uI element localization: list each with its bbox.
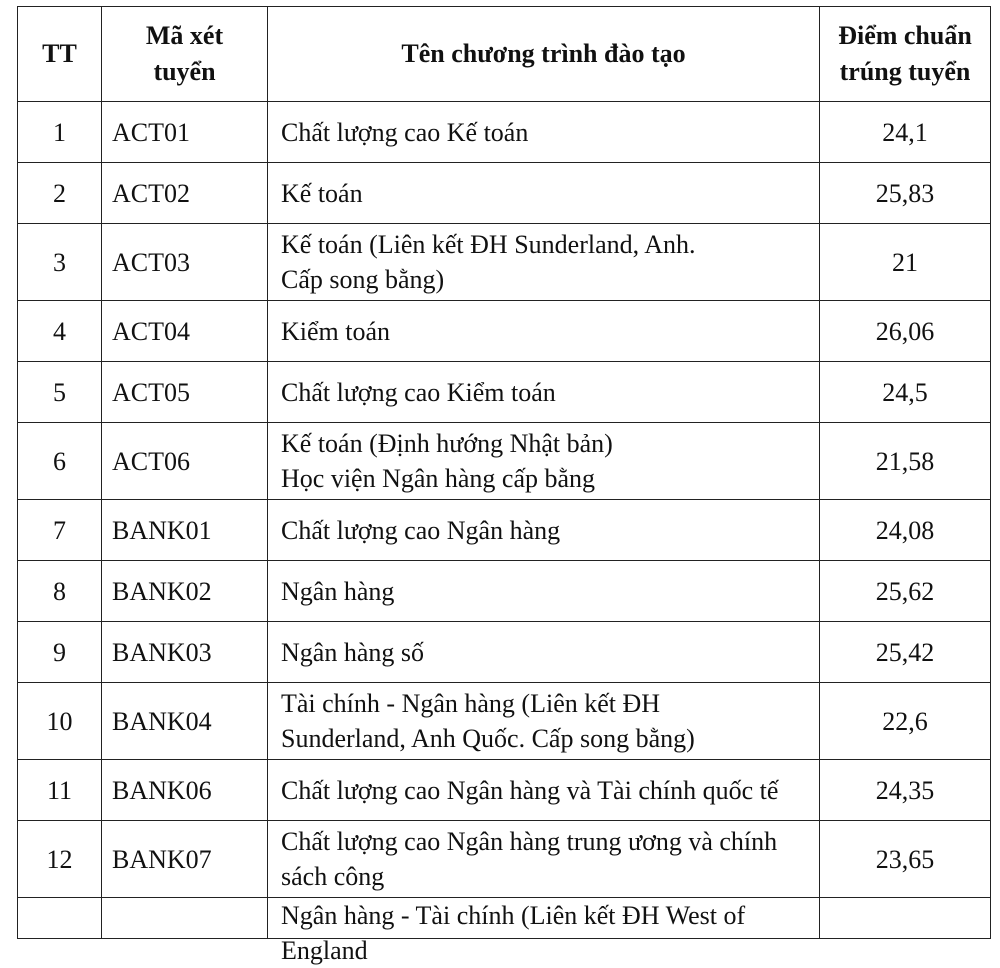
- row-program-name-partial: [268, 898, 820, 965]
- row-code: ACT03: [102, 224, 268, 301]
- table-header-row: [18, 7, 991, 102]
- header-score-line2: trúng tuyển: [839, 57, 971, 86]
- row-program-name: Chất lượng cao Ngân hàng: [268, 500, 820, 561]
- row-score: 25,42: [820, 622, 991, 683]
- header-code: [102, 7, 268, 102]
- header-score: [820, 7, 991, 102]
- row-code: BANK01: [102, 500, 268, 561]
- program-name-line2: Sunderland, Anh Quốc. Cấp song bằng): [281, 724, 695, 753]
- table-row: [18, 301, 991, 362]
- row-program-name: Ngân hàng: [268, 561, 820, 622]
- row-tt: 7: [18, 500, 102, 561]
- program-name-fragment: Ngân hàng - Tài chính (Liên kết ĐH West of England: [281, 901, 746, 965]
- row-code: BANK06: [102, 760, 268, 821]
- table-row: [18, 683, 991, 760]
- row-program-name: Chất lượng cao Ngân hàng và Tài chính quốc tế: [268, 760, 820, 821]
- header-code-line1: Mã xét: [145, 21, 224, 50]
- table-row: [18, 760, 991, 821]
- row-program-name: [268, 224, 820, 301]
- row-tt: 11: [18, 760, 102, 821]
- row-code: [102, 898, 268, 939]
- row-code: ACT05: [102, 362, 268, 423]
- row-code: BANK02: [102, 561, 268, 622]
- row-tt: 8: [18, 561, 102, 622]
- row-code: ACT06: [102, 423, 268, 500]
- row-program-name: [268, 683, 820, 760]
- row-tt: 3: [18, 224, 102, 301]
- row-code: BANK03: [102, 622, 268, 683]
- program-name-line2: Cấp song bằng): [281, 265, 445, 294]
- table-row: [18, 102, 991, 163]
- row-tt: 12: [18, 821, 102, 898]
- row-program-name: Chất lượng cao Kiểm toán: [268, 362, 820, 423]
- row-score: 26,06: [820, 301, 991, 362]
- row-tt: 1: [18, 102, 102, 163]
- row-tt: 5: [18, 362, 102, 423]
- row-code: ACT01: [102, 102, 268, 163]
- row-program-name: [268, 423, 820, 500]
- row-score: 21,58: [820, 423, 991, 500]
- row-score: 25,83: [820, 163, 991, 224]
- row-tt: 4: [18, 301, 102, 362]
- row-tt: 9: [18, 622, 102, 683]
- program-name-line1: Kế toán (Định hướng Nhật bản): [281, 429, 613, 458]
- row-code: ACT02: [102, 163, 268, 224]
- admission-score-table: [17, 6, 991, 965]
- row-tt: 2: [18, 163, 102, 224]
- program-name-line2: Học viện Ngân hàng cấp bằng: [281, 464, 596, 493]
- header-score-line1: Điểm chuẩn: [838, 21, 972, 50]
- table-row: [18, 423, 991, 500]
- row-program-name: [268, 821, 820, 898]
- row-code: BANK07: [102, 821, 268, 898]
- row-code: BANK04: [102, 683, 268, 760]
- row-score: 24,08: [820, 500, 991, 561]
- table-row: [18, 163, 991, 224]
- table-row: [18, 561, 991, 622]
- table-row: [18, 622, 991, 683]
- program-name-line1: Kế toán (Liên kết ĐH Sunderland, Anh.: [281, 230, 696, 259]
- row-tt: 6: [18, 423, 102, 500]
- table-row-partial: [18, 898, 991, 939]
- table-row: [18, 500, 991, 561]
- table-row: [18, 362, 991, 423]
- program-name-line1: Tài chính - Ngân hàng (Liên kết ĐH: [281, 689, 661, 718]
- program-name-line2: sách công: [281, 862, 385, 891]
- header-tt: TT: [18, 7, 102, 102]
- row-program-name: Ngân hàng số: [268, 622, 820, 683]
- row-program-name: Kế toán: [268, 163, 820, 224]
- program-name-line1: Chất lượng cao Ngân hàng trung ương và chính: [281, 827, 778, 856]
- row-program-name: Kiểm toán: [268, 301, 820, 362]
- row-score: 21: [820, 224, 991, 301]
- row-score: 25,62: [820, 561, 991, 622]
- row-score: 24,1: [820, 102, 991, 163]
- row-score: 23,65: [820, 821, 991, 898]
- row-score: 22,6: [820, 683, 991, 760]
- row-score: 24,5: [820, 362, 991, 423]
- row-score: 24,35: [820, 760, 991, 821]
- table-row: [18, 224, 991, 301]
- row-tt: [18, 898, 102, 939]
- header-program: Tên chương trình đào tạo: [268, 7, 820, 102]
- row-code: ACT04: [102, 301, 268, 362]
- header-code-line2: tuyển: [153, 57, 216, 86]
- row-tt: 10: [18, 683, 102, 760]
- row-score: [820, 898, 991, 939]
- table-row: [18, 821, 991, 898]
- row-program-name: Chất lượng cao Kế toán: [268, 102, 820, 163]
